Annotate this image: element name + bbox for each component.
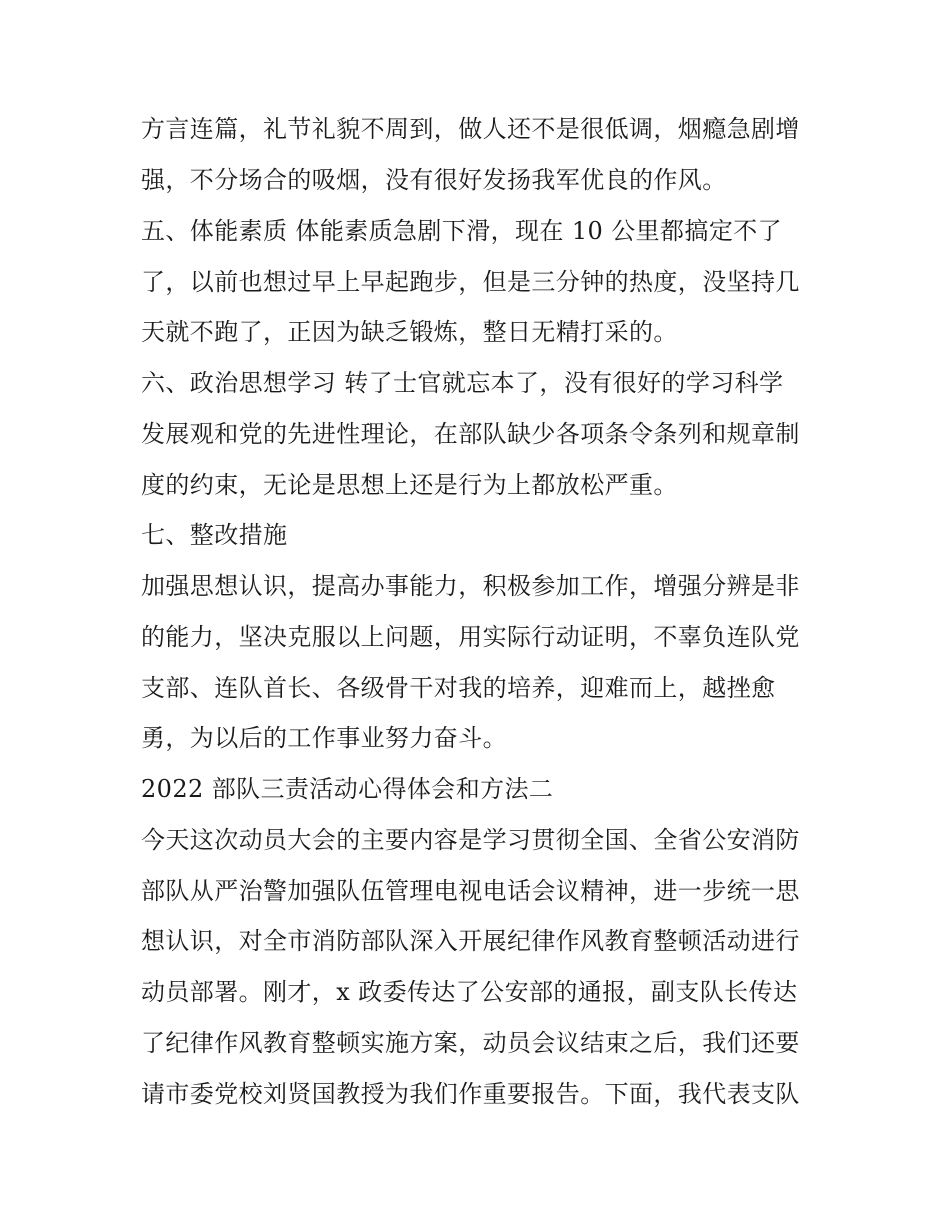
text-line: 六、政治思想学习 转了士官就忘本了，没有很好的学习科学: [141, 369, 784, 397]
text-line: 想认识，对全市消防部队深入开展纪律作风教育整顿活动进行: [141, 927, 800, 955]
text-line: 加强思想认识，提高办事能力，积极参加工作，增强分辨是非: [141, 572, 800, 600]
text-line: 支部、连队首长、各级骨干对我的培养，迎难而上，越挫愈: [141, 674, 776, 702]
text-line: 的能力，坚决克服以上问题，用实际行动证明，不辜负连队党: [141, 623, 800, 651]
text-line: 部队从严治警加强队伍管理电视电话会议精神，进一步统一思: [141, 877, 800, 905]
text-line: 发展观和党的先进性理论，在部队缺少各项条令条列和规章制: [141, 420, 800, 448]
text-line: 今天这次动员大会的主要内容是学习贯彻全国、全省公安消防: [141, 826, 800, 854]
text-line: 强，不分场合的吸烟，没有很好发扬我军优良的作风。: [141, 166, 727, 194]
text-line: 五、体能素质 体能素质急剧下滑，现在 10 公里都搞定不了: [141, 217, 783, 245]
text-line: 请市委党校刘贤国教授为我们作重要报告。下面，我代表支队: [141, 1080, 800, 1108]
article-title: 2022 部队三责活动心得体会和方法二: [141, 775, 554, 803]
text-line: 方言连篇，礼节礼貌不周到，做人还不是很低调，烟瘾急剧增: [141, 115, 800, 143]
text-line: 天就不跑了，正因为缺乏锻炼，整日无精打采的。: [141, 318, 678, 346]
text-line: 动员部署。刚才，x 政委传达了公安部的通报，副支队长传达: [141, 978, 798, 1006]
text-line: 度的约束，无论是思想上还是行为上都放松严重。: [141, 471, 678, 499]
text-line: 勇，为以后的工作事业努力奋斗。: [141, 724, 507, 752]
text-line: 了纪律作风教育整顿实施方案，动员会议结束之后，我们还要: [141, 1029, 800, 1057]
text-line: 了，以前也想过早上早起跑步，但是三分钟的热度，没坚持几: [141, 268, 800, 296]
section-heading: 七、整改措施: [141, 521, 288, 549]
